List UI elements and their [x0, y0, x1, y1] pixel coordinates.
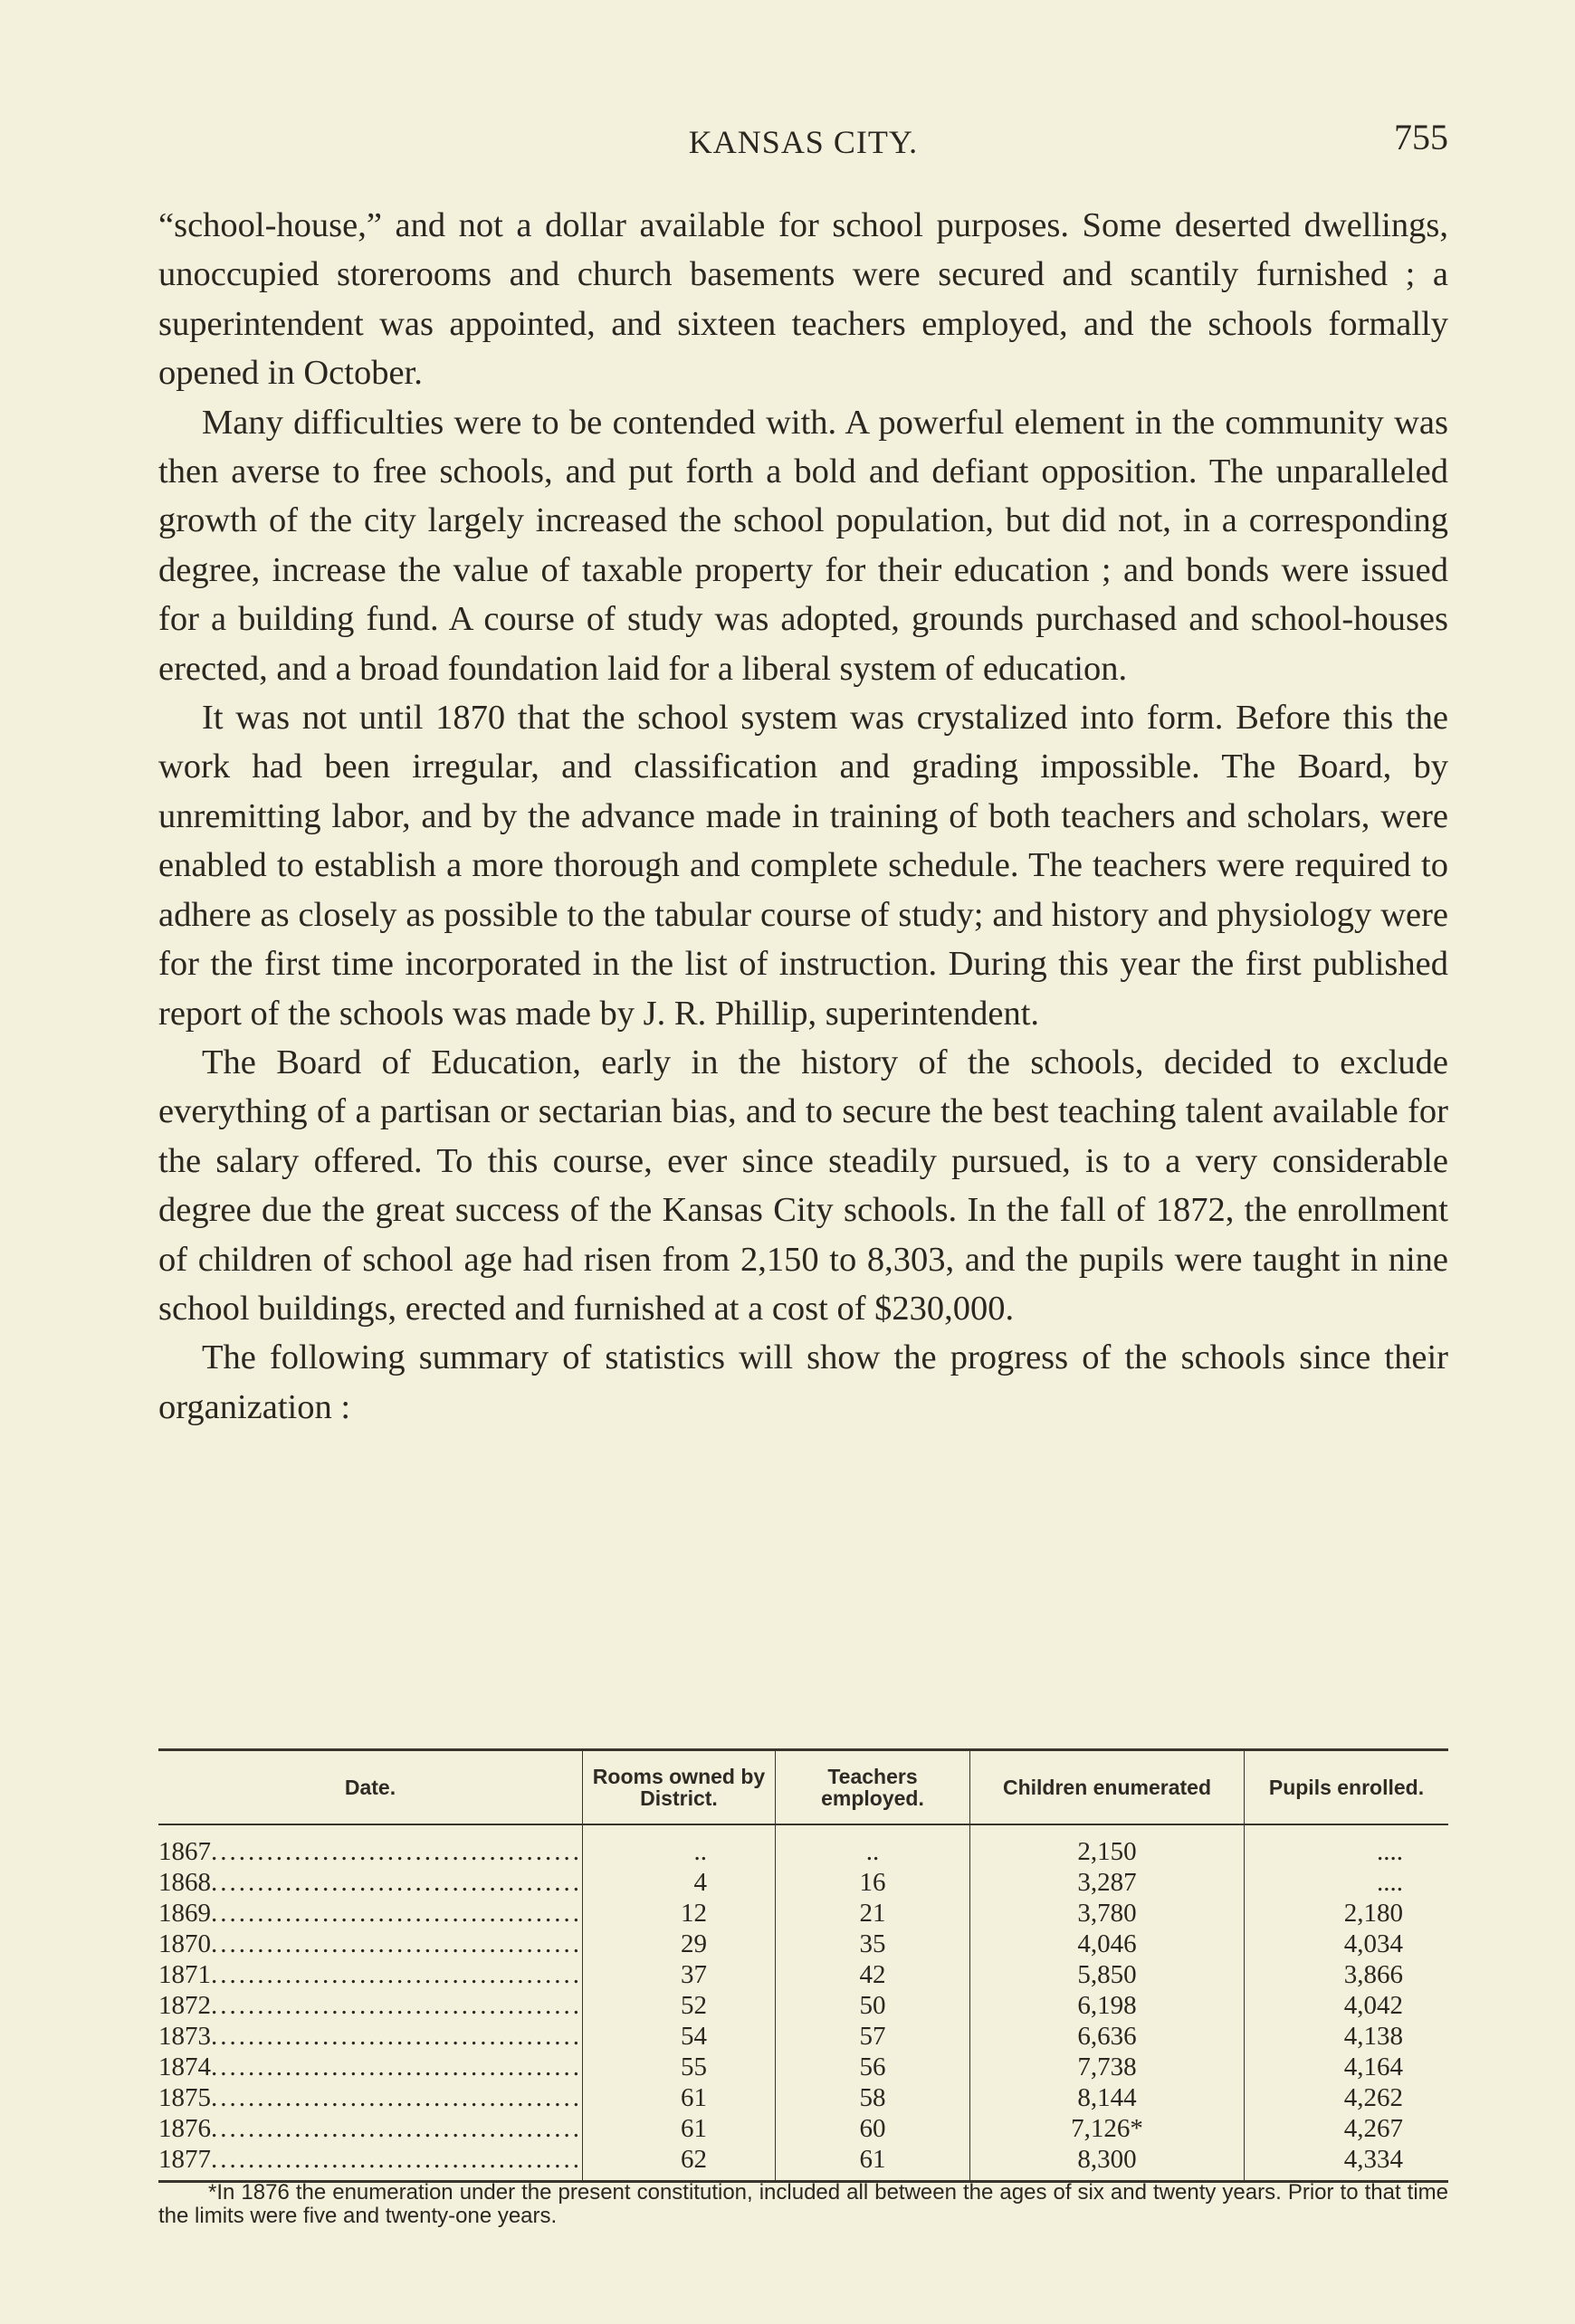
year: 1870	[158, 1929, 211, 1958]
cell-date	[158, 1824, 583, 1867]
table-row	[158, 2113, 1448, 2144]
paragraph: It was not until 1870 that the school system was crystalized into form. Before this the work had been irregular, and classification and grading impossible. The Board, by unremitting labor, and by the advance made in training of both teachers and scholars, were enabled to establish a more thorough and complete schedule. The teachers were required to adhere as closely as possible to the tabular course of study; and history and physiology were for the first time incorporated in the list of instruction. During this year the first published report of the schools was made by J. R. Phillip, superintendent.	[158, 699, 1448, 1033]
cell-pupils: 4,267	[1245, 2113, 1449, 2144]
cell-pupils: 2,180	[1245, 1898, 1449, 1929]
cell-date	[158, 2144, 583, 2182]
header-teachers: Teachers employed.	[776, 1750, 970, 1825]
table-row	[158, 2021, 1448, 2052]
year: 1871	[158, 1960, 211, 1989]
cell-date	[158, 1990, 583, 2021]
running-head: KANSAS CITY.	[688, 124, 919, 160]
cell-pupils: 4,138	[1245, 2021, 1449, 2052]
cell-children: 6,198	[970, 1990, 1245, 2021]
cell-pupils: 3,866	[1245, 1959, 1449, 1990]
leader-dots: ........................................	[211, 1929, 582, 1958]
cell-children: 6,636	[970, 2021, 1245, 2052]
page-header	[158, 116, 1448, 161]
header-pupils: Pupils enrolled.	[1245, 1750, 1449, 1825]
table-row	[158, 2052, 1448, 2082]
leader-dots: ........................................	[211, 2083, 582, 2112]
cell-rooms: 37	[583, 1959, 776, 1990]
cell-rooms: 4	[583, 1867, 776, 1898]
cell-pupils: 4,042	[1245, 1990, 1449, 2021]
cell-rooms: ..	[583, 1824, 776, 1867]
cell-children: 3,780	[970, 1898, 1245, 1929]
cell-teachers: 60	[776, 2113, 970, 2144]
leader-dots: ........................................	[211, 2053, 582, 2081]
paragraph: Many difficulties were to be contended with. A powerful element in the community was then averse to free schools, and put forth a bold and defiant opposition. The unparalleled growth of the city largely increased the school population, but did not, in a corresponding degree, increase the value of taxable property for their education ; and bonds were issued for a building fund. A course of study was adopted, grounds purchased and school-houses erected, and a broad foundation laid for a liberal system of education.	[158, 403, 1448, 688]
year: 1872	[158, 1991, 211, 2020]
cell-children: 7,126*	[970, 2113, 1245, 2144]
cell-pupils: 4,034	[1245, 1929, 1449, 1959]
cell-pupils: ....	[1245, 1867, 1449, 1898]
year: 1875	[158, 2083, 211, 2112]
cell-pupils: ....	[1245, 1824, 1449, 1867]
year: 1869	[158, 1899, 211, 1928]
cell-teachers: 61	[776, 2144, 970, 2182]
table-row	[158, 1824, 1448, 1867]
table-row	[158, 1990, 1448, 2021]
leader-dots: ........................................	[211, 2022, 582, 2051]
cell-date	[158, 1898, 583, 1929]
paragraph: The following summary of statistics will show the progress of the schools since their organization :	[158, 1338, 1448, 1426]
cell-rooms: 62	[583, 2144, 776, 2182]
cell-rooms: 52	[583, 1990, 776, 2021]
cell-date	[158, 2113, 583, 2144]
leader-dots: ........................................	[211, 1960, 582, 1989]
footnote	[158, 2181, 1448, 2228]
cell-teachers: ..	[776, 1824, 970, 1867]
table-row	[158, 2082, 1448, 2113]
table-row	[158, 2144, 1448, 2182]
cell-date	[158, 1929, 583, 1959]
footnote-text: *In 1876 the enumeration under the present constitution, included all between the ages of six and twenty years. Prior to that time the limits were five and twenty-one years.	[158, 2180, 1448, 2228]
header-rooms: Rooms owned by District.	[583, 1750, 776, 1825]
paragraph: The Board of Education, early in the history of the schools, decided to exclude everything of a partisan or sectarian bias, and to secure the best teaching talent available for the salary offered. To this course, ever since steadily pursued, is to a very considerable degree due the great success of the Kansas City schools. In the fall of 1872, the enrollment of children of school age had risen from 2,150 to 8,303, and the pupils were taught in nine school buildings, erected and furnished at a cost of $230,000.	[158, 1043, 1448, 1328]
cell-rooms: 61	[583, 2113, 776, 2144]
year: 1867	[158, 1837, 211, 1866]
cell-rooms: 55	[583, 2052, 776, 2082]
cell-pupils: 4,262	[1245, 2082, 1449, 2113]
leader-dots: ........................................	[211, 1837, 582, 1866]
cell-children: 7,738	[970, 2052, 1245, 2082]
leader-dots: ........................................	[211, 1899, 582, 1928]
leader-dots: ........................................	[211, 1991, 582, 2020]
leader-dots: ........................................	[211, 2114, 582, 2143]
cell-teachers: 42	[776, 1959, 970, 1990]
cell-pupils: 4,164	[1245, 2052, 1449, 2082]
table-row	[158, 1959, 1448, 1990]
statistics-table	[158, 1748, 1448, 2183]
table-row	[158, 1898, 1448, 1929]
cell-children: 8,300	[970, 2144, 1245, 2182]
cell-rooms: 29	[583, 1929, 776, 1959]
cell-rooms: 12	[583, 1898, 776, 1929]
cell-date	[158, 2082, 583, 2113]
cell-children: 2,150	[970, 1824, 1245, 1867]
header-date: Date.	[158, 1750, 583, 1825]
cell-teachers: 57	[776, 2021, 970, 2052]
cell-children: 8,144	[970, 2082, 1245, 2113]
cell-rooms: 61	[583, 2082, 776, 2113]
cell-date	[158, 2052, 583, 2082]
cell-children: 3,287	[970, 1867, 1245, 1898]
leader-dots: ........................................	[211, 2145, 582, 2174]
page-number: 755	[1394, 117, 1448, 157]
year: 1868	[158, 1868, 211, 1897]
table-header-row	[158, 1750, 1448, 1825]
year: 1874	[158, 2053, 211, 2081]
cell-teachers: 16	[776, 1867, 970, 1898]
year: 1877	[158, 2145, 211, 2174]
cell-date	[158, 2021, 583, 2052]
cell-teachers: 21	[776, 1898, 970, 1929]
body-text	[158, 201, 1448, 1432]
cell-children: 5,850	[970, 1959, 1245, 1990]
cell-pupils: 4,334	[1245, 2144, 1449, 2182]
cell-children: 4,046	[970, 1929, 1245, 1959]
year: 1873	[158, 2022, 211, 2051]
year: 1876	[158, 2114, 211, 2143]
cell-rooms: 54	[583, 2021, 776, 2052]
cell-teachers: 58	[776, 2082, 970, 2113]
cell-teachers: 50	[776, 1990, 970, 2021]
cell-teachers: 35	[776, 1929, 970, 1959]
table-row	[158, 1867, 1448, 1898]
table-row	[158, 1929, 1448, 1959]
cell-date	[158, 1867, 583, 1898]
cell-date	[158, 1959, 583, 1990]
cell-teachers: 56	[776, 2052, 970, 2082]
paragraph: “school-house,” and not a dollar available for school purposes. Some deserted dwellings, unoccupied storerooms and church basements were secured and scantily furnished ; a superintendent was appointed, and sixteen teachers employed, and the schools formally opened in October.	[158, 206, 1448, 393]
header-children: Children enumerated	[970, 1750, 1245, 1825]
leader-dots: ........................................	[211, 1868, 582, 1897]
